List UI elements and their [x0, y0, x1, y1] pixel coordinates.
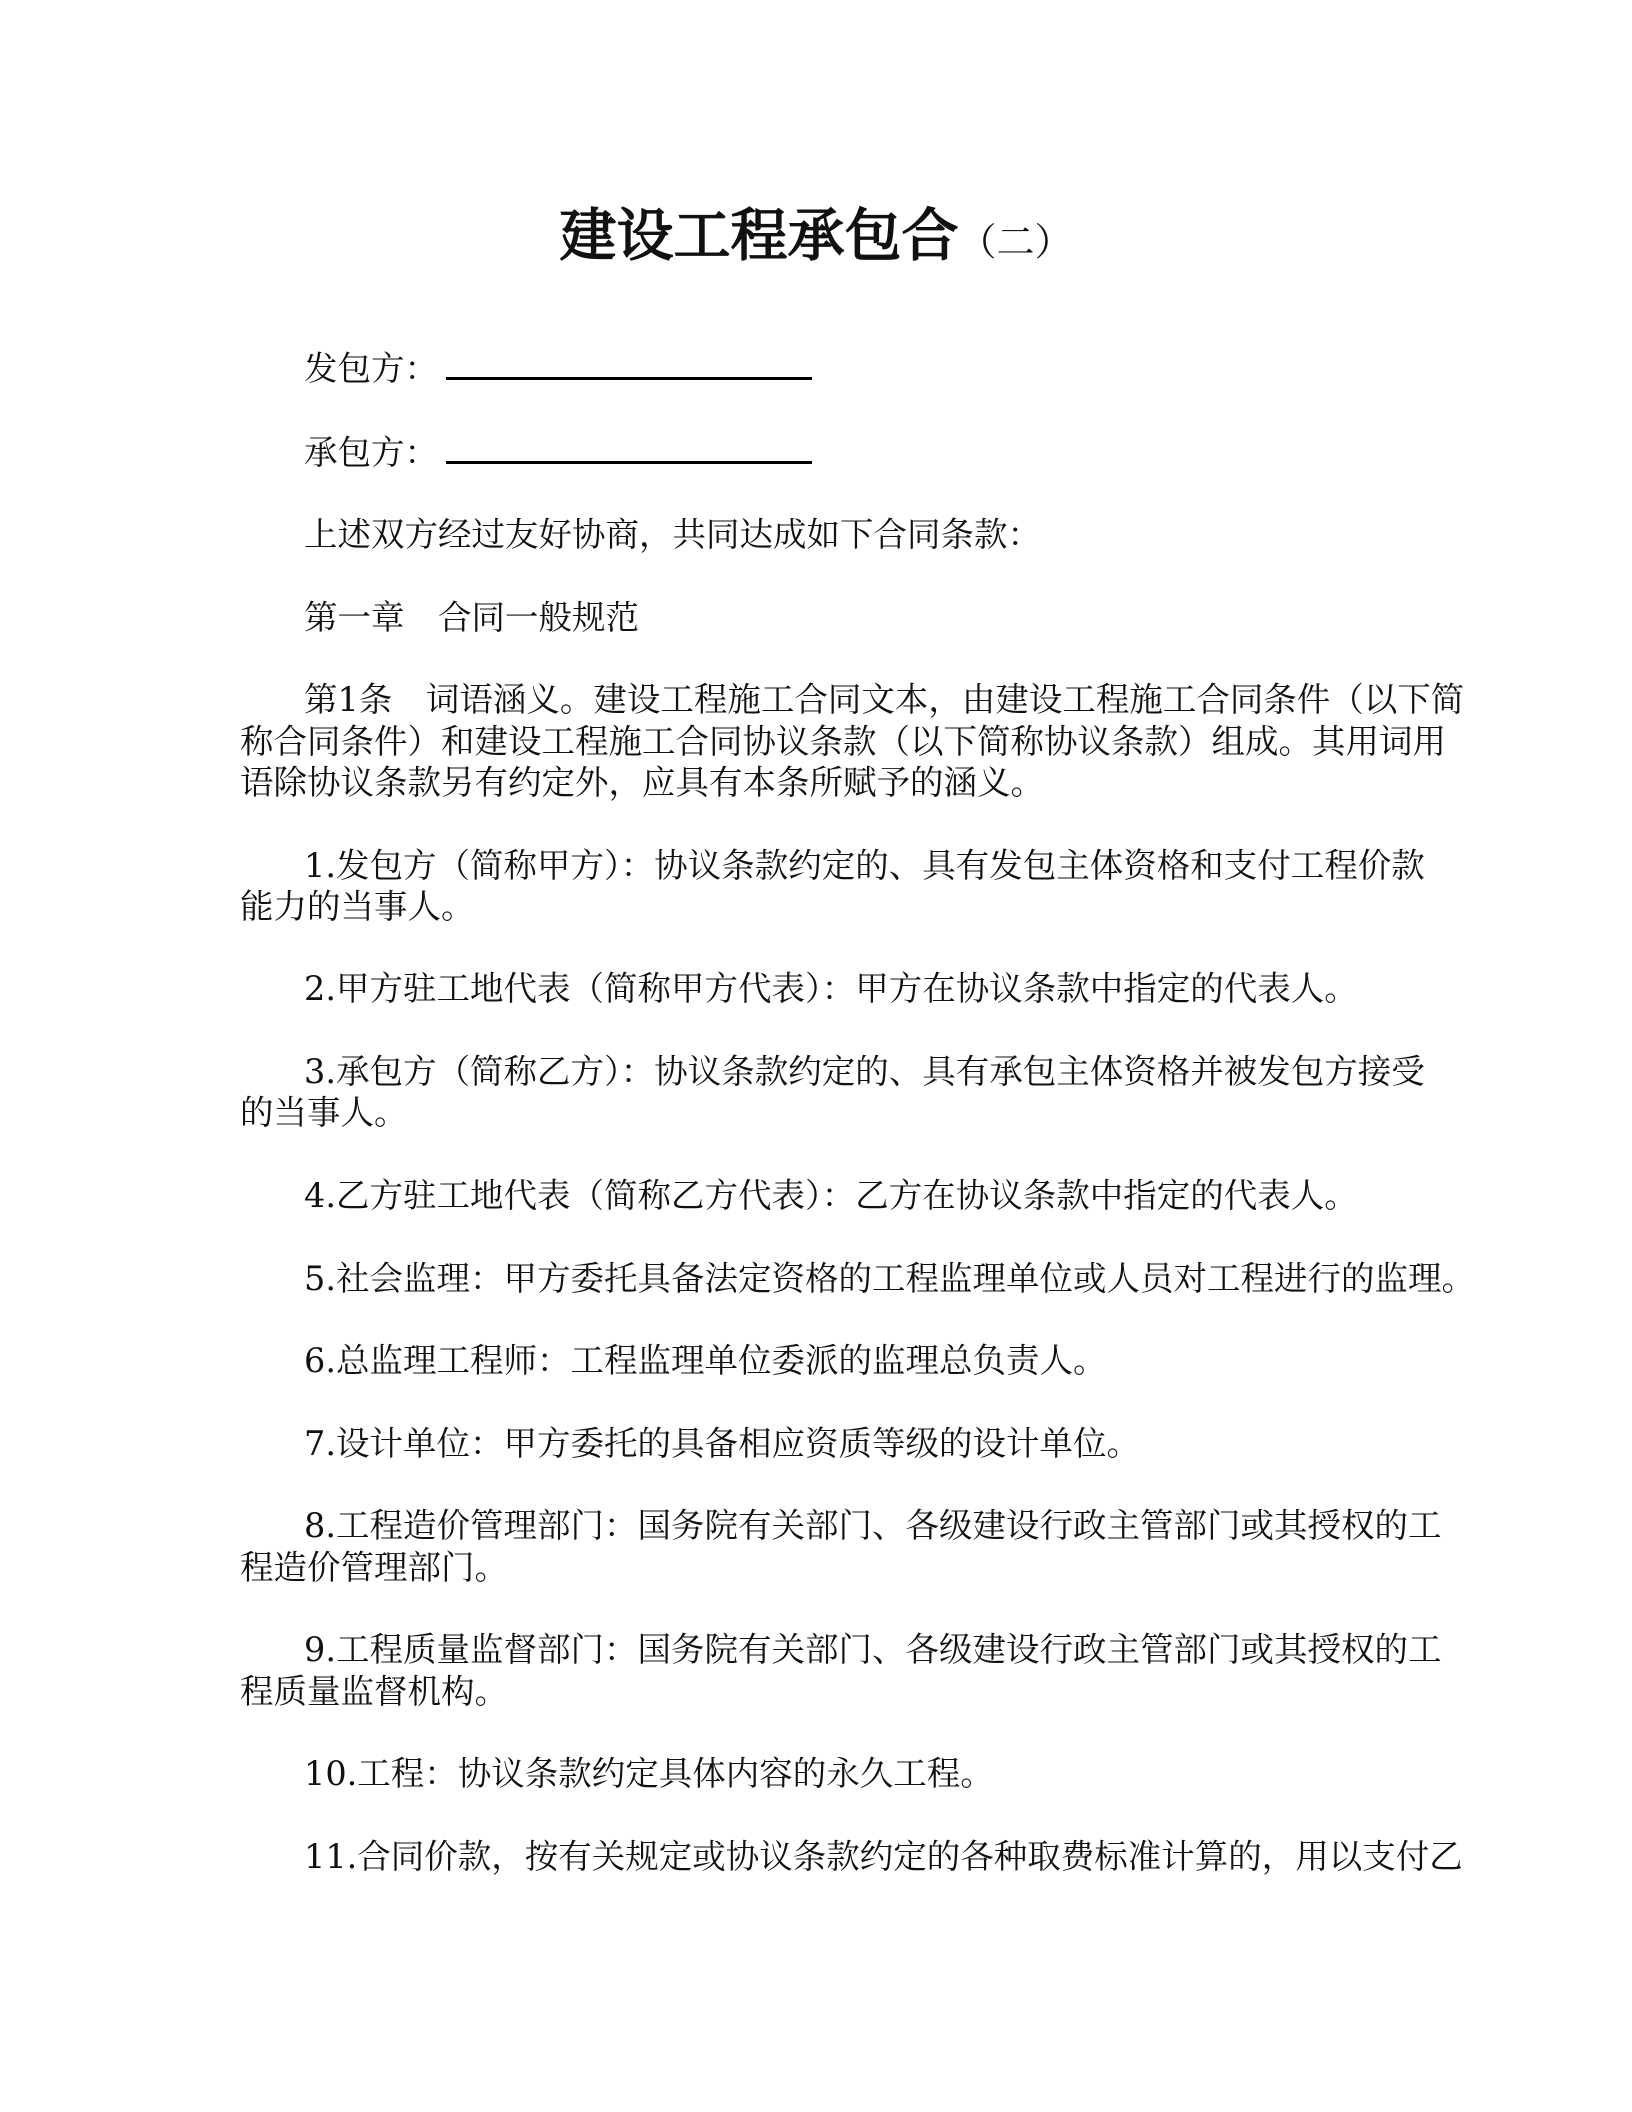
paragraph: [240, 679, 1465, 803]
text-line: 4.乙方驻工地代表（简称乙方代表）：乙方在协议条款中指定的代表人。: [304, 1175, 1358, 1215]
field-employer: [240, 347, 1400, 389]
paragraph: [240, 1629, 1442, 1712]
text-line: 上述双方经过友好协商，共同达成如下合同条款：: [304, 515, 1041, 555]
paragraph: [240, 1423, 1400, 1464]
paragraph: [240, 1753, 1400, 1794]
field-label: 承包方：: [304, 432, 438, 472]
text-line: 5.社会监理：甲方委托具备法定资格的工程监理单位或人员对工程进行的监理。: [304, 1258, 1475, 1298]
text-line: 8.工程造价管理部门：国务院有关部门、各级建设行政主管部门或其授权的工: [304, 1506, 1442, 1546]
text-line: 10.工程：协议条款约定具体内容的永久工程。: [304, 1754, 994, 1794]
paragraph: [240, 968, 1400, 1009]
text-line: 第一章 合同一般规范: [304, 597, 639, 637]
text-line: 称合同条件）和建设工程施工合同协议条款（以下简称协议条款）组成。其用词用: [240, 721, 1446, 761]
paragraph: [240, 1175, 1400, 1216]
text-line: 6.总监理工程师：工程监理单位委派的监理总负责人。: [304, 1341, 1107, 1381]
text-line: 能力的当事人。: [240, 886, 475, 926]
document-body: [240, 347, 1475, 1918]
field-contractor: [240, 431, 1400, 473]
text-line: 语除协议条款另有约定外，应具有本条所赋予的涵义。: [240, 762, 1044, 802]
paragraph: [240, 1505, 1442, 1588]
text-line: 7.设计单位：甲方委托的具备相应资质等级的设计单位。: [304, 1423, 1140, 1463]
title-sub: （二）: [958, 220, 1073, 264]
text-line: 程造价管理部门。: [240, 1547, 508, 1587]
employer-blank: [446, 347, 812, 380]
text-line: 第1条 词语涵义。建设工程施工合同文本，由建设工程施工合同条件（以下简: [304, 680, 1465, 720]
paragraph: [240, 1051, 1425, 1134]
text-line: 1.发包方（简称甲方）：协议条款约定的、具有发包主体资格和支付工程价款: [304, 845, 1425, 885]
text-line: 程质量监督机构。: [240, 1671, 508, 1711]
paragraph: [240, 845, 1425, 928]
paragraph: [240, 1340, 1400, 1381]
text-line: 9.工程质量监督部门：国务院有关部门、各级建设行政主管部门或其授权的工: [304, 1630, 1442, 1670]
text-line: 3.承包方（简称乙方）：协议条款约定的、具有承包主体资格并被发包方接受: [304, 1052, 1425, 1092]
title-main: 建设工程承包合: [559, 203, 959, 269]
text-line: 的当事人。: [240, 1093, 408, 1133]
paragraph: [240, 597, 1400, 638]
text-line: 2.甲方驻工地代表（简称甲方代表）：甲方在协议条款中指定的代表人。: [304, 969, 1358, 1009]
paragraph: [240, 1258, 1475, 1299]
paragraph: [240, 1836, 1463, 1877]
paragraph: [240, 514, 1400, 555]
text-line: 11.合同价款，按有关规定或协议条款约定的各种取费标准计算的，用以支付乙: [304, 1836, 1463, 1876]
document-title: [0, 190, 1632, 272]
field-label: 发包方：: [304, 349, 438, 388]
contractor-blank: [446, 431, 812, 464]
